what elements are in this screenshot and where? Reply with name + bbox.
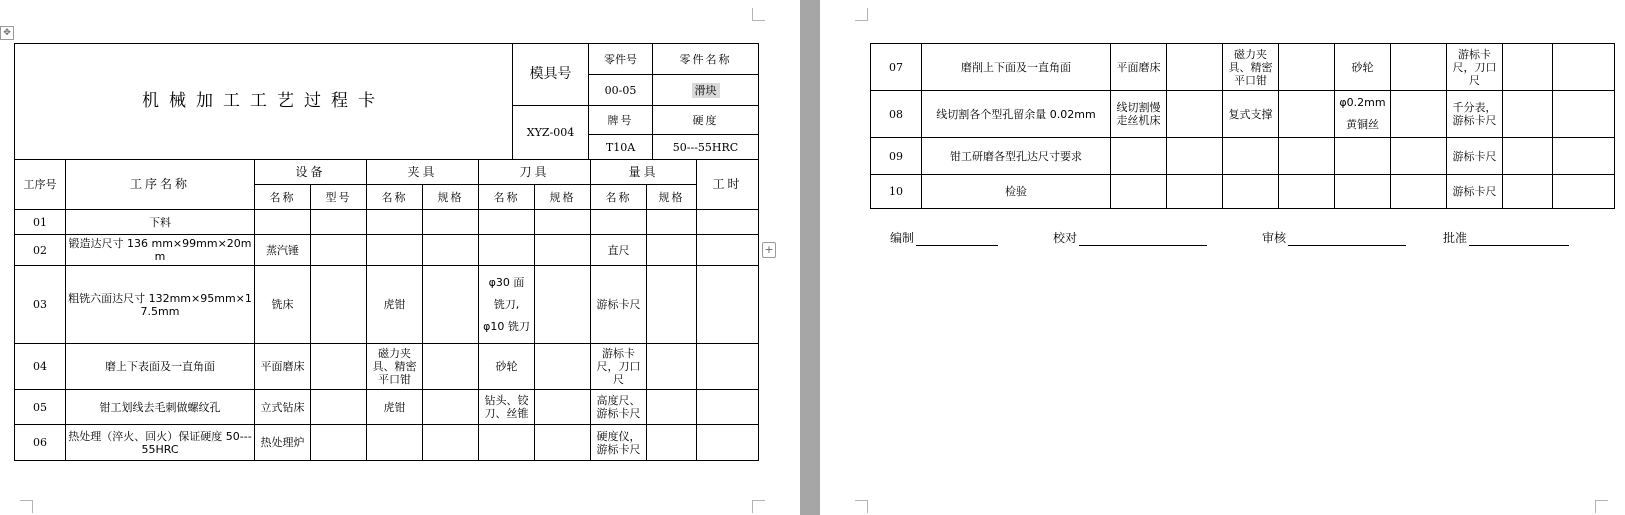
tool-name	[479, 210, 535, 235]
signature-line[interactable]	[1469, 233, 1569, 246]
step-no: 05	[15, 390, 66, 425]
equip-name: 热处理炉	[255, 425, 311, 461]
equip-name: 平面磨床	[255, 344, 311, 390]
sub-tool-spec: 规格	[535, 185, 591, 210]
signature-checked	[1053, 229, 1207, 246]
step-name: 检验	[922, 175, 1111, 209]
step-name: 热处理（淬火、回火）保证硬度 50---55HRC	[66, 425, 255, 461]
add-row-icon[interactable]: +	[762, 242, 776, 258]
step-name: 下料	[66, 210, 255, 235]
grade-label: 牌号	[589, 106, 653, 135]
tool-line: φ30 面	[488, 275, 525, 289]
signature-label: 审核	[1262, 231, 1287, 245]
tool-name	[1335, 138, 1391, 175]
signature-line[interactable]	[1079, 233, 1207, 246]
signature-label: 校对	[1053, 231, 1078, 245]
gauge-name: 游标卡尺，刀口尺	[1447, 44, 1503, 91]
table-row	[871, 44, 1615, 91]
hardness-value: 50---55HRC	[653, 135, 759, 160]
fixture-name	[367, 235, 423, 266]
page-corner-mark	[752, 8, 765, 21]
sub-gauge-name: 名称	[591, 185, 647, 210]
page-corner-mark	[752, 500, 765, 513]
col-gauge: 量具	[591, 160, 697, 185]
step-name: 磨削上下面及一直角面	[922, 44, 1111, 91]
tool-name	[1335, 175, 1391, 209]
grade-value: T10A	[589, 135, 653, 160]
step-name: 磨上下表面及一直角面	[66, 344, 255, 390]
step-no: 03	[15, 266, 66, 344]
part-no-value: 00-05	[589, 75, 653, 106]
table-row	[15, 210, 759, 235]
card-title: 机械加工工艺过程卡	[15, 44, 513, 160]
equip-name: 铣床	[255, 266, 311, 344]
step-no: 06	[15, 425, 66, 461]
page-separator	[800, 0, 820, 515]
gauge-name: 硬度仪，游标卡尺	[591, 425, 647, 461]
equip-name	[1111, 138, 1167, 175]
gauge-name: 游标卡尺，刀口尺	[591, 344, 647, 390]
step-no: 08	[871, 91, 922, 138]
step-no: 01	[15, 210, 66, 235]
sub-equip-model: 型号	[311, 185, 367, 210]
page-corner-mark	[855, 8, 868, 21]
table-row	[15, 344, 759, 390]
sub-fixture-name: 名称	[367, 185, 423, 210]
signature-label: 编制	[890, 231, 915, 245]
tool-line: φ0.2mm	[1339, 96, 1386, 109]
tool-name	[479, 425, 535, 461]
table-row	[15, 390, 759, 425]
page-corner-mark	[855, 500, 868, 513]
step-name: 锻造达尺寸 136 mm×99mm×20mm	[66, 235, 255, 266]
page-corner-mark	[1595, 500, 1608, 513]
col-tool: 刀具	[479, 160, 591, 185]
tool-name: 砂轮	[479, 344, 535, 390]
header-block	[14, 43, 759, 160]
step-no: 04	[15, 344, 66, 390]
table-row	[871, 138, 1615, 175]
fixture-name	[1223, 175, 1279, 209]
tool-name	[479, 235, 535, 266]
step-no: 09	[871, 138, 922, 175]
fixture-name	[367, 210, 423, 235]
signature-label: 批准	[1443, 231, 1468, 245]
process-steps-table-continued	[870, 43, 1615, 209]
col-step-no: 工序号	[15, 160, 66, 210]
fixture-name	[1223, 138, 1279, 175]
fixture-name: 虎钳	[367, 390, 423, 425]
equip-name: 线切割慢走丝机床	[1111, 91, 1167, 138]
signature-line[interactable]	[1288, 233, 1406, 246]
step-name: 粗铣六面达尺寸 132mm×95mm×17.5mm	[66, 266, 255, 344]
table-row	[871, 175, 1615, 209]
gauge-name: 游标卡尺	[591, 266, 647, 344]
equip-name: 蒸汽锤	[255, 235, 311, 266]
process-steps-table	[14, 159, 759, 461]
sub-gauge-spec: 规格	[647, 185, 697, 210]
table-row	[871, 91, 1615, 138]
part-name-label: 零件名称	[653, 44, 759, 75]
hardness-label: 硬度	[653, 106, 759, 135]
mold-label: 模具号	[513, 44, 589, 106]
mold-no-value: XYZ-004	[513, 106, 589, 160]
fixture-name: 虎钳	[367, 266, 423, 344]
step-name: 钳工划线去毛刺做螺纹孔	[66, 390, 255, 425]
equip-name	[1111, 175, 1167, 209]
tool-line: 铣刀,	[493, 297, 520, 311]
fixture-name: 磁力夹具、精密平口钳	[1223, 44, 1279, 91]
col-hours: 工时	[697, 160, 759, 210]
tool-line: φ10 铣刀	[483, 319, 530, 333]
gauge-name: 千分表，游标卡尺	[1447, 91, 1503, 138]
gauge-name: 游标卡尺	[1447, 138, 1503, 175]
gauge-name: 游标卡尺	[1447, 175, 1503, 209]
equip-name: 立式钻床	[255, 390, 311, 425]
gauge-name: 高度尺、游标卡尺	[591, 390, 647, 425]
signature-line[interactable]	[916, 233, 998, 246]
table-row	[15, 235, 759, 266]
sub-fixture-spec: 规格	[423, 185, 479, 210]
fixture-name: 复式支撑	[1223, 91, 1279, 138]
step-no: 10	[871, 175, 922, 209]
table-move-handle-icon[interactable]: ✥	[0, 26, 14, 40]
tool-line: 黄铜丝	[1346, 118, 1379, 131]
step-name: 线切割各个型孔留余量 0.02mm	[922, 91, 1111, 138]
part-name-value: 滑块	[692, 83, 720, 98]
gauge-name: 直尺	[591, 235, 647, 266]
col-fixture: 夹具	[367, 160, 479, 185]
tool-name: 钻头、铰刀、丝锥	[479, 390, 535, 425]
part-no-label: 零件号	[589, 44, 653, 75]
fixture-name: 磁力夹具、精密平口钳	[367, 344, 423, 390]
equip-name: 平面磨床	[1111, 44, 1167, 91]
signature-approved	[1443, 229, 1569, 246]
step-no: 07	[871, 44, 922, 91]
col-step-name: 工序名称	[66, 160, 255, 210]
table-row	[15, 425, 759, 461]
sub-equip-name: 名称	[255, 185, 311, 210]
gauge-name	[591, 210, 647, 235]
table-row	[15, 266, 759, 344]
col-equipment: 设备	[255, 160, 367, 185]
equip-name	[255, 210, 311, 235]
signature-reviewed	[1262, 229, 1406, 246]
step-no: 02	[15, 235, 66, 266]
tool-name: 砂轮	[1335, 44, 1391, 91]
page-corner-mark	[20, 500, 33, 513]
tool-name	[479, 266, 535, 344]
step-name: 钳工研磨各型孔达尺寸要求	[922, 138, 1111, 175]
sub-tool-name: 名称	[479, 185, 535, 210]
tool-name	[1335, 91, 1391, 138]
signature-compiled	[890, 229, 998, 246]
fixture-name	[367, 425, 423, 461]
